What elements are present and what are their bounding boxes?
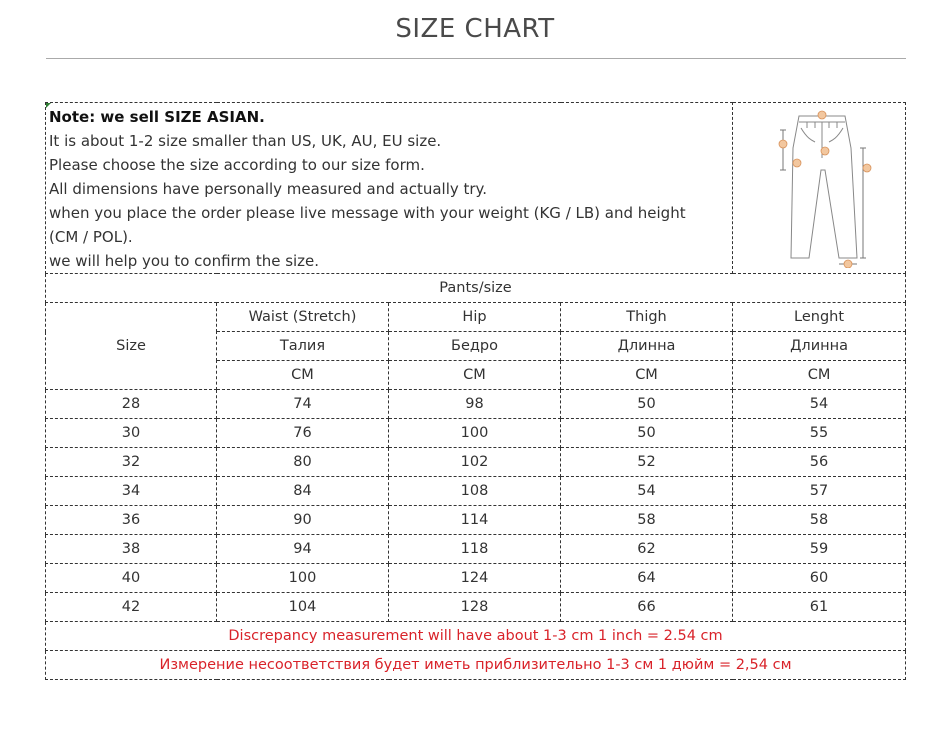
length-cell: 61	[733, 593, 906, 622]
note-line: It is about 1-2 size smaller than US, UK, AU, EU size.	[49, 132, 442, 150]
length-cell: 54	[733, 390, 906, 419]
column-unit-hip: CM	[389, 361, 561, 390]
table-row	[46, 390, 906, 419]
waist-cell: 74	[217, 390, 389, 419]
waist-cell: 104	[217, 593, 389, 622]
hip-cell: 118	[389, 535, 561, 564]
length-cell: 58	[733, 506, 906, 535]
waist-cell: 100	[217, 564, 389, 593]
length-cell: 55	[733, 419, 906, 448]
table-row	[46, 419, 906, 448]
pants-measurement-icon	[759, 108, 879, 268]
size-cell: 40	[46, 564, 217, 593]
note-line: Please choose the size according to our size form.	[49, 156, 425, 174]
table-row	[46, 593, 906, 622]
table-row	[46, 564, 906, 593]
column-header-thigh: Thigh	[561, 303, 733, 332]
hip-cell: 100	[389, 419, 561, 448]
waist-cell: 84	[217, 477, 389, 506]
note-row	[46, 103, 906, 274]
waist-cell: 94	[217, 535, 389, 564]
size-cell: 36	[46, 506, 217, 535]
note-line: we will help you to confirm the size.	[49, 252, 320, 270]
length-cell: 59	[733, 535, 906, 564]
table-row	[46, 448, 906, 477]
note-line: (CM / POL).	[49, 228, 133, 246]
table-row	[46, 477, 906, 506]
hip-cell: 108	[389, 477, 561, 506]
length-cell: 60	[733, 564, 906, 593]
size-cell: 28	[46, 390, 217, 419]
pants-diagram-cell	[733, 103, 906, 274]
column-header-waist-ru: Талия	[217, 332, 389, 361]
size-cell: 32	[46, 448, 217, 477]
thigh-cell: 50	[561, 419, 733, 448]
length-cell: 57	[733, 477, 906, 506]
page-title: SIZE CHART	[395, 14, 555, 44]
column-header-length-ru: Длинна	[733, 332, 906, 361]
thigh-cell: 54	[561, 477, 733, 506]
waist-cell: 90	[217, 506, 389, 535]
column-header-thigh-ru: Длинна	[561, 332, 733, 361]
footer-row-ru	[46, 651, 906, 680]
thigh-cell: 62	[561, 535, 733, 564]
discrepancy-note-en: Discrepancy measurement will have about 1-3 cm 1 inch = 2.54 cm	[46, 622, 906, 651]
size-cell: 42	[46, 593, 217, 622]
note-heading: Note: we sell SIZE ASIAN.	[49, 108, 265, 126]
table-row	[46, 535, 906, 564]
section-title: Pants/size	[46, 274, 906, 303]
column-unit-thigh: CM	[561, 361, 733, 390]
note-cell	[46, 103, 733, 274]
size-cell: 30	[46, 419, 217, 448]
waist-cell: 76	[217, 419, 389, 448]
column-header-hip-ru: Бедро	[389, 332, 561, 361]
discrepancy-note-ru: Измерение несоответствия будет иметь приблизительно 1-3 см 1 дюйм = 2,54 см	[46, 651, 906, 680]
size-cell: 38	[46, 535, 217, 564]
section-title-row	[46, 274, 906, 303]
note-line: when you place the order please live message with your weight (KG / LB) and height	[49, 204, 686, 222]
column-header-hip: Hip	[389, 303, 561, 332]
thigh-cell: 66	[561, 593, 733, 622]
column-unit-waist: CM	[217, 361, 389, 390]
thigh-cell: 64	[561, 564, 733, 593]
hip-cell: 98	[389, 390, 561, 419]
column-header-waist: Waist (Stretch)	[217, 303, 389, 332]
thigh-cell: 58	[561, 506, 733, 535]
size-cell: 34	[46, 477, 217, 506]
note-line: All dimensions have personally measured and actually try.	[49, 180, 488, 198]
hip-cell: 124	[389, 564, 561, 593]
hip-cell: 128	[389, 593, 561, 622]
size-header: Size	[46, 303, 217, 390]
thigh-cell: 52	[561, 448, 733, 477]
waist-cell: 80	[217, 448, 389, 477]
thigh-cell: 50	[561, 390, 733, 419]
size-chart-table	[45, 102, 906, 680]
header-row-en	[46, 303, 906, 332]
column-unit-length: CM	[733, 361, 906, 390]
length-cell: 56	[733, 448, 906, 477]
footer-row-en	[46, 622, 906, 651]
table-row	[46, 506, 906, 535]
title-divider	[46, 58, 906, 59]
cell-corner-marker	[46, 103, 51, 108]
hip-cell: 114	[389, 506, 561, 535]
hip-cell: 102	[389, 448, 561, 477]
column-header-length: Lenght	[733, 303, 906, 332]
